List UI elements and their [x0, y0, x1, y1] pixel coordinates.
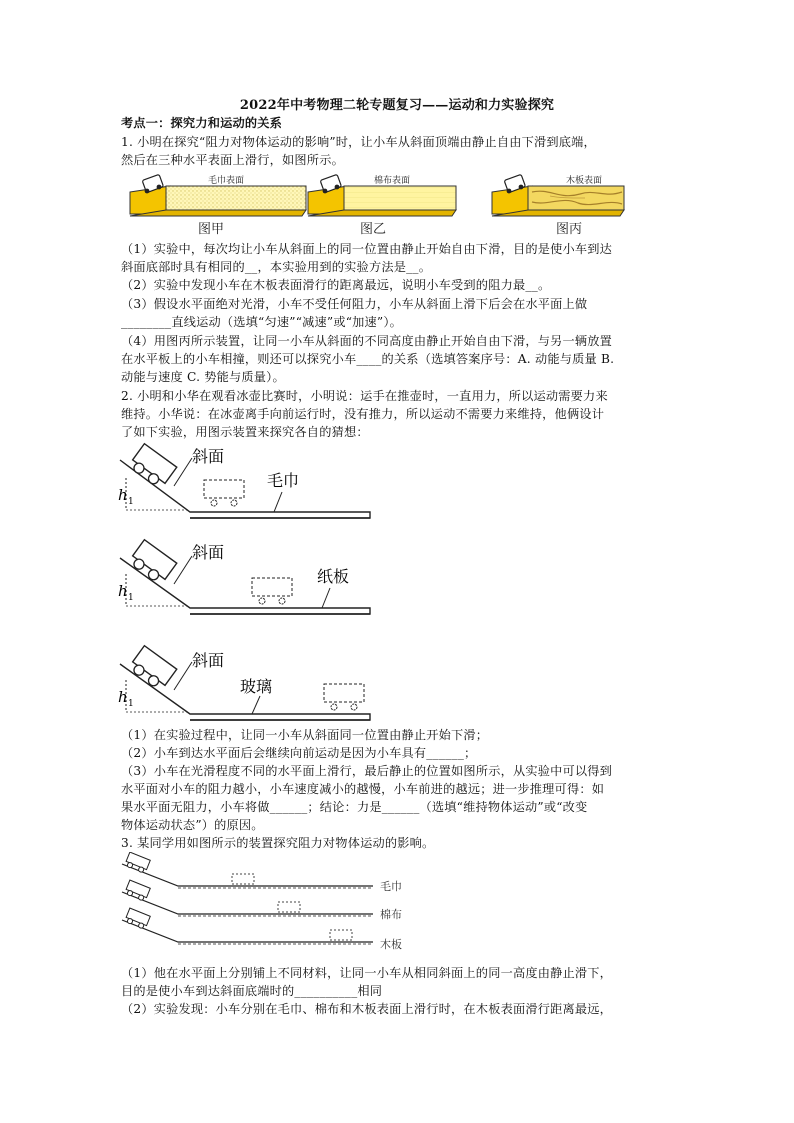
- q1-figure: [128, 170, 628, 238]
- q2-figure-glass: [112, 642, 382, 728]
- figure-caption: 图丙: [556, 222, 583, 237]
- q1-part3-line-2: ________直线运动（选填“匀速”“减速”或“加速”）。: [121, 315, 403, 329]
- slope-label: 斜面: [192, 447, 225, 466]
- q1-part1-line-2: 斜面底部时具有相同的__，本实验用到的实验方法是__。: [121, 260, 432, 274]
- surface-label-glass: 玻璃: [240, 677, 273, 696]
- q1-stem-line-1: 1. 小明在探究“阻力对物体运动的影响”时，让小车从斜面顶端由静止自由下滑到底端，: [121, 135, 596, 149]
- surface-label-towel: 毛巾: [267, 471, 300, 490]
- slope-label: 斜面: [192, 543, 225, 562]
- q2-figure-towel: [112, 440, 382, 522]
- q2-part1: （1）在实验过程中，让同一小车从斜面同一位置由静止开始下滑；: [121, 728, 489, 742]
- cloth-setup: [308, 174, 456, 237]
- q1-stem-line-2: 然后在三种水平表面上滑行，如图所示。: [121, 153, 344, 167]
- towel-setup: [130, 174, 306, 237]
- q1-part4-line-2: 在水平板上的小车相撞，则还可以探究小车____的关系（选填答案序号：A. 动能与质量 B.: [121, 352, 615, 366]
- q1-part1-line-1: （1）实验中，每次均让小车从斜面上的同一位置由静止开始自由下滑，目的是使小车到达: [121, 242, 613, 256]
- height-label: h: [118, 688, 128, 706]
- q2-part2: （2）小车到达水平面后会继续向前运动是因为小车具有______；: [121, 746, 477, 760]
- q2-part3-line-3: 果水平面无阻力，小车将做______；结论：力是______（选填“维持物体运动”或“改变: [121, 800, 588, 814]
- surface-label: 毛巾表面: [208, 176, 245, 186]
- wood-setup: [492, 174, 624, 237]
- q1-part3-line-1: （3）假设水平面绝对光滑，小车不受任何阻力，小车从斜面上滑下后会在水平面上做: [121, 297, 588, 311]
- q2-figure-cardboard: [112, 532, 382, 622]
- q3-part1-line-1: （1）他在水平面上分别铺上不同材料，让同一小车从相同斜面上的同一高度由静止滑下，: [121, 966, 613, 980]
- figure-caption: 图乙: [360, 222, 387, 237]
- surface-label-towel: 毛巾: [380, 880, 402, 893]
- toy-cart-icon: [128, 444, 177, 490]
- height-subscript: 1: [128, 593, 134, 603]
- q3-part2: （2）实验发现：小车分别在毛巾、棉布和木板表面上滑行时，在木板表面滑行距离最远，: [121, 1002, 613, 1016]
- surface-label-cardboard: 纸板: [317, 567, 350, 586]
- toy-cart-icon: [128, 540, 177, 586]
- towel-track: [122, 852, 402, 893]
- q2-part3-line-1: （3）小车在光滑程度不同的水平面上滑行，最后静止的位置如图所示，从实验中可以得到: [121, 764, 613, 778]
- slope-label: 斜面: [192, 651, 225, 670]
- height-subscript: 1: [128, 497, 134, 507]
- q2-part3-line-2: 水平面对小车的阻力越小，小车速度减小的越慢，小车前进的越远；进一步推理可得：如: [121, 782, 605, 796]
- q2-part3-line-4: 物体运动状态”）的原因。: [121, 818, 264, 832]
- surface-label-cloth: 棉布: [380, 908, 402, 921]
- q2-stem-line-1: 2. 小明和小华在观看冰壶比赛时，小明说：运手在推壶时，一直用力，所以运动需要力来: [121, 389, 608, 403]
- section-heading: 考点一：探究力和运动的关系: [121, 116, 283, 130]
- surface-label: 棉布表面: [374, 176, 411, 186]
- q3-stem: 3. 某同学用如图所示的装置探究阻力对物体运动的影响。: [121, 836, 435, 850]
- figure-caption: 图甲: [198, 222, 225, 237]
- q3-figure: [118, 852, 418, 960]
- surface-label: 木板表面: [566, 176, 603, 186]
- height-label: h: [118, 582, 128, 600]
- page-title: 2022年中考物理二轮专题复习——运动和力实验探究: [239, 98, 555, 113]
- height-subscript: 1: [128, 699, 134, 709]
- height-label: h: [118, 486, 128, 504]
- toy-cart-icon: [128, 646, 177, 692]
- q1-part4-line-3: 动能与速度 C. 势能与质量）。: [121, 370, 285, 384]
- surface-label-wood: 木板: [380, 938, 402, 951]
- q1-part2: （2）实验中发现小车在木板表面滑行的距离最远，说明小车受到的阻力最__。: [121, 278, 551, 292]
- q2-stem-line-2: 维持。小华说：在冰壶离手向前运行时，没有推力，所以运动不需要力来维持，他俩设计: [121, 407, 605, 421]
- q1-part4-line-1: （4）用图丙所示装置，让同一小车从斜面的不同高度由静止开始自由下滑，与另一辆放置: [121, 334, 613, 348]
- q3-part1-line-2: 目的是使小车到达斜面底端时的__________相同: [121, 984, 383, 998]
- q2-stem-line-3: 了如下实验，用图示装置来探究各自的猜想：: [121, 425, 369, 439]
